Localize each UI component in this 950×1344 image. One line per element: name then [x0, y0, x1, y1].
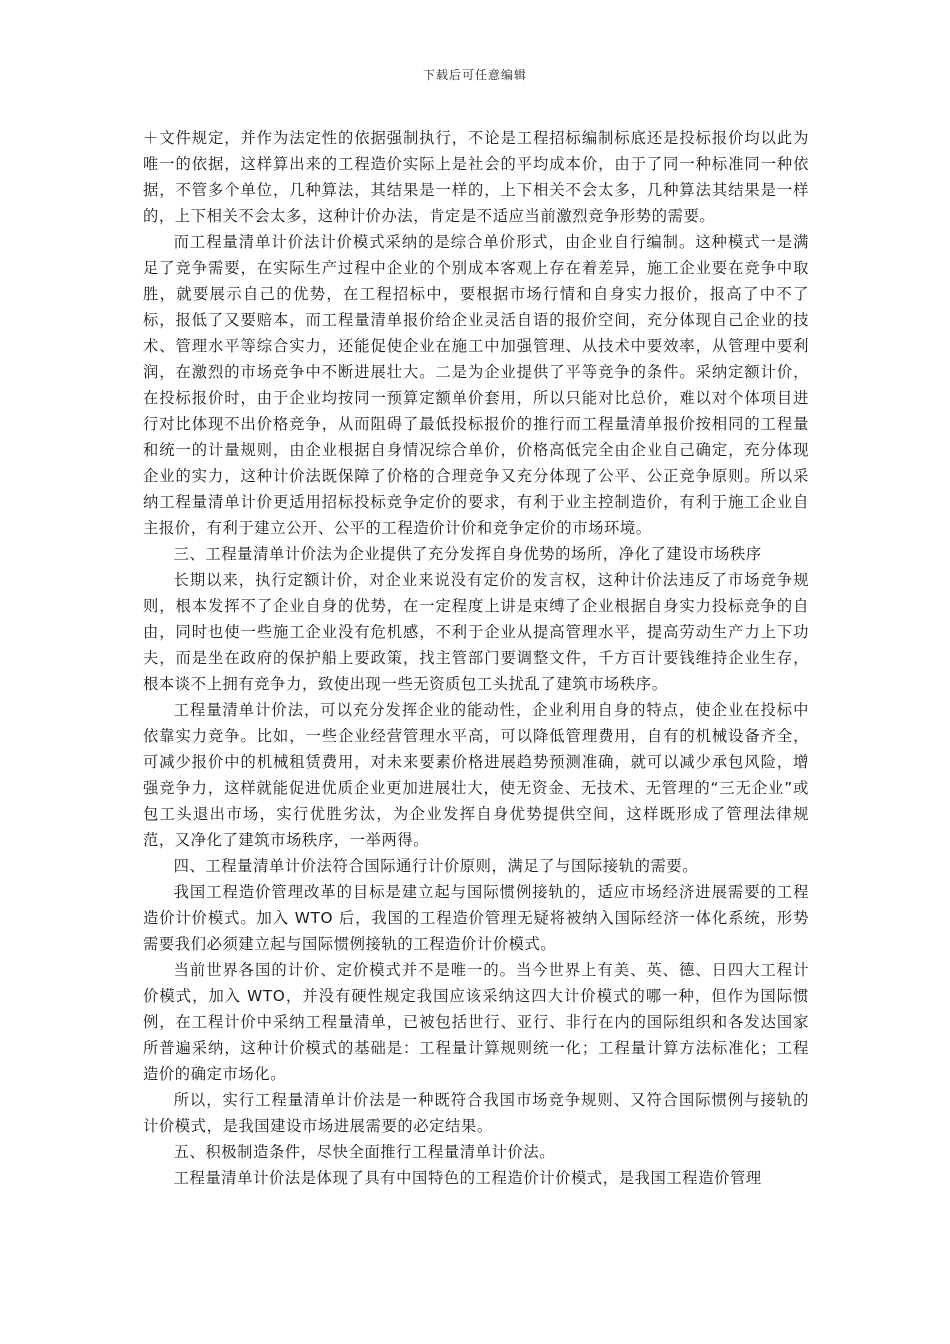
paragraph: 所以，实行工程量清单计价法是一种既符合我国市场竞争规则、又符合国际惯例与接轨的计价模式，是我国建设市场进展需要的必定结果。 — [143, 1091, 809, 1135]
section-heading: 三、工程量清单计价法为企业提供了充分发挥自身优势的场所，净化了建设市场秩序 — [173, 545, 762, 563]
paragraph: 工程量清单计价法，可以充分发挥企业的能动性，企业利用自身的特点，使企业在投标中依靠实力竞争。比如，一些企业经营管理水平高，可以降低管理费用，自有的机械设备齐全，可减少报价中的机械租赁费用，对未来要素价格进展趋势预测准确，就可以减少承包风险，增强竞争力，这样就能促进优质企业更加进展壮大，使无资金、无技术、无管理的“三无企业”或包工头退出市场，实行优胜劣汰，为企业发挥自身优势提供空间，这样既形成了管理法律规范，又净化了建筑市场秩序，一举两得。 — [143, 701, 809, 849]
section-heading: 五、积极制造条件，尽快全面推行工程量清单计价法。 — [173, 1143, 556, 1161]
paragraph: 我国工程造价管理改革的目标是建立起与国际惯例接轨的，适应市场经济进展需要的工程造价计价模式。加入 WTO 后，我国的工程造价管理无疑将被纳入国际经济一体化系统，形势需要我们必须建立起与国际惯例接轨的工程造价计价模式。 — [143, 883, 809, 953]
paragraph: 而工程量清单计价法计价模式采纳的是综合单价形式，由企业自行编制。这种模式一是满足了竞争需要，在实际生产过程中企业的个别成本客观上存在着差异，施工企业要在竞争中取胜，就要展示自己的优势，在工程招标中，要根据市场行情和自身实力报价，报高了中不了标，报低了又要赔本，而工程量清单报价给企业灵活自语的报价空间，充分体现自己企业的技术、管理水平等综合实力，还能促使企业在施工中加强管理、从技术中要效率，从管理中要利润，在激烈的市场竞争中不断进展壮大。二是为企业提供了平等竞争的条件。采纳定额计价，在投标报价时，由于企业均按同一预算定额单价套用，所以只能对比总价，难以对个体项目进行对比体现不出价格竞争，从而阻碍了最低投标报价的推行而工程量清单报价按相同的工程量和统一的计量规则，由企业根据自身情况综合单价，价格高低完全由企业自己确定，充分体现企业的实力，这种计价法既保障了价格的合理竞争又充分体现了公平、公正竞争原则。所以采纳工程量清单计价更适用招标投标竞争定价的要求，有利于业主控制造价，有利于施工企业自主报价，有利于建立公开、公平的工程造价计价和竞争定价的市场环境。 — [143, 233, 809, 537]
paragraph: 工程量清单计价法是体现了具有中国特色的工程造价计价模式，是我国工程造价管理 — [173, 1169, 762, 1187]
document-body — [143, 125, 809, 1191]
paragraph: 长期以来，执行定额计价，对企业来说没有定价的发言权，这种计价法违反了市场竞争规则，根本发挥不了企业自身的优势，在一定程度上讲是束缚了企业根据自身实力投标竞争的自由，同时也使一些施工企业没有危机感，不利于企业从提高管理水平，提高劳动生产力上下功夫，而是坐在政府的保护船上要政策，找主管部门要调整文件，千方百计要钱维持企业生存，根本谈不上拥有竞争力，致使出现一些无资质包工头扰乱了建筑市场秩序。 — [143, 571, 809, 693]
section-heading: 四、工程量清单计价法符合国际通行计价原则，满足了与国际接轨的需要。 — [173, 857, 699, 875]
paragraph: 当前世界各国的计价、定价模式并不是唯一的。当今世界上有美、英、德、日四大工程计价模式，加入 WTO，并没有硬性规定我国应该采纳这四大计价模式的哪一种，但作为国际惯例，在工程计价中采纳工程量清单，已被包括世行、亚行、非行在内的国际组织和各发达国家所普遍采纳，这种计价模式的基础是：工程量计算规则统一化；工程量计算方法标准化；工程造价的确定市场化。 — [143, 961, 809, 1083]
page-header: 下载后可任意编辑 — [422, 68, 527, 82]
paragraph: ＋文件规定，并作为法定性的依据强制执行，不论是工程招标编制标底还是投标报价均以此为唯一的依据，这样算出来的工程造价实际上是社会的平均成本价，由于了同一种标准同一种依据，不管多个单位，几种算法，其结果是一样的，上下相关不会太多，几种算法其结果是一样的，上下相关不会太多，这种计价办法，肯定是不适应当前激烈竞争形势的需要。 — [143, 129, 809, 225]
